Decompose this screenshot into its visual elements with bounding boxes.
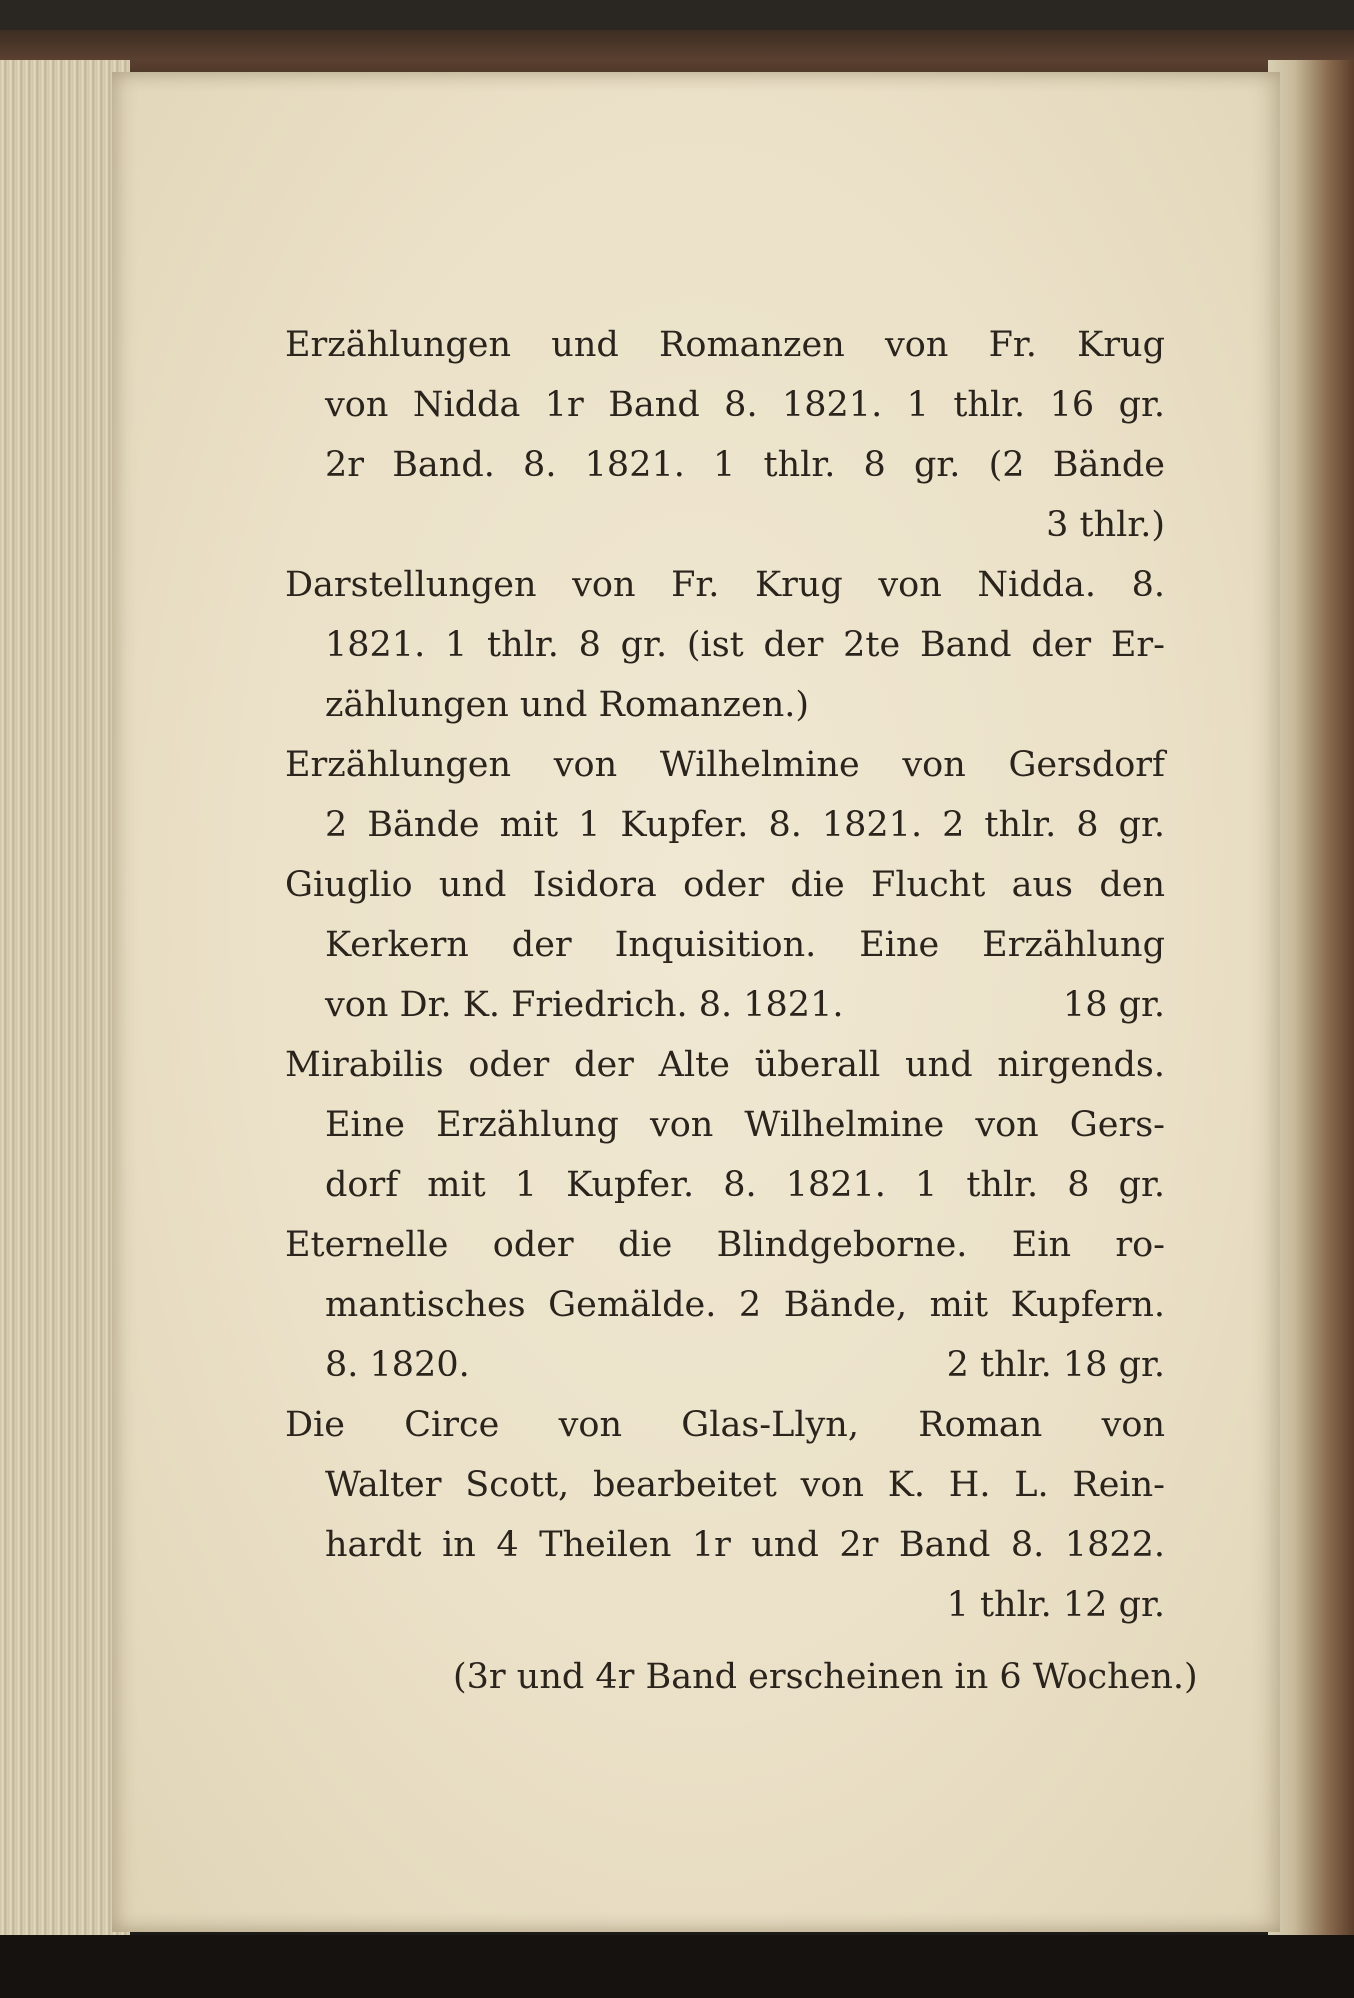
entry-line: Die Circe von Glas-Llyn, Roman von (285, 1405, 1165, 1445)
entry-line: mantisches Gemälde. 2 Bände, mit Kupfern. (325, 1285, 1165, 1325)
entry-line: Eternelle oder die Blindgeborne. Ein ro- (285, 1225, 1165, 1265)
scan-bottom-edge (0, 1935, 1354, 1998)
entry-line: zählungen und Romanzen.) (325, 685, 810, 725)
entry-price-row (285, 1335, 1165, 1395)
entry-line: 2 Bände mit 1 Kupfer. 8. 1821. 2 thlr. 8 gr. (325, 805, 1165, 845)
entry-line: 1821. 1 thlr. 8 gr. (ist der 2te Band der Er- (325, 625, 1165, 665)
entry-line: hardt in 4 Theilen 1r und 2r Band 8. 1822. (325, 1525, 1165, 1565)
entry-line: Kerkern der Inquisition. Eine Erzählung (325, 925, 1165, 965)
catalog-entry (285, 1395, 1165, 1635)
catalog-entry (285, 315, 1165, 555)
entry-line: Walter Scott, bearbeitet von K. H. L. Rein- (325, 1465, 1165, 1505)
catalog-text (285, 315, 1198, 1707)
catalog-entry (285, 735, 1165, 855)
catalog-entry (285, 1215, 1165, 1395)
entry-line: Erzählungen und Romanzen von Fr. Krug (285, 325, 1165, 365)
entry-line: Darstellungen von Fr. Krug von Nidda. 8. (285, 565, 1165, 605)
entry-price: 18 gr. (1062, 985, 1165, 1025)
entry-line: von Nidda 1r Band 8. 1821. 1 thlr. 16 gr. (325, 385, 1165, 425)
entry-line: Giuglio und Isidora oder die Flucht aus den (285, 865, 1165, 905)
entry-price-row (285, 975, 1165, 1035)
entry-line: 8. 1820. (325, 1345, 470, 1385)
publication-note: (3r und 4r Band erscheinen in 6 Wochen.) (453, 1657, 1198, 1697)
entry-line: Mirabilis oder der Alte überall und nirgends. (285, 1045, 1165, 1085)
entry-line: Erzählungen von Wilhelmine von Gersdorf (285, 745, 1165, 785)
entry-line: 3 thlr.) (1046, 505, 1165, 545)
entry-price: 2 thlr. 18 gr. (946, 1345, 1165, 1385)
page-edges-left (0, 60, 130, 1940)
entry-price: 1 thlr. 12 gr. (946, 1585, 1165, 1625)
entry-line: von Dr. K. Friedrich. 8. 1821. (325, 985, 844, 1025)
entry-line: Eine Erzählung von Wilhelmine von Gers- (325, 1105, 1165, 1145)
entry-line: dorf mit 1 Kupfer. 8. 1821. 1 thlr. 8 gr. (325, 1165, 1165, 1205)
catalog-entry (285, 855, 1165, 1035)
entry-line: 2r Band. 8. 1821. 1 thlr. 8 gr. (2 Bände (325, 445, 1165, 485)
catalog-entry (285, 1035, 1165, 1215)
catalog-entry (285, 555, 1165, 735)
book-cover-right (1268, 60, 1354, 1960)
